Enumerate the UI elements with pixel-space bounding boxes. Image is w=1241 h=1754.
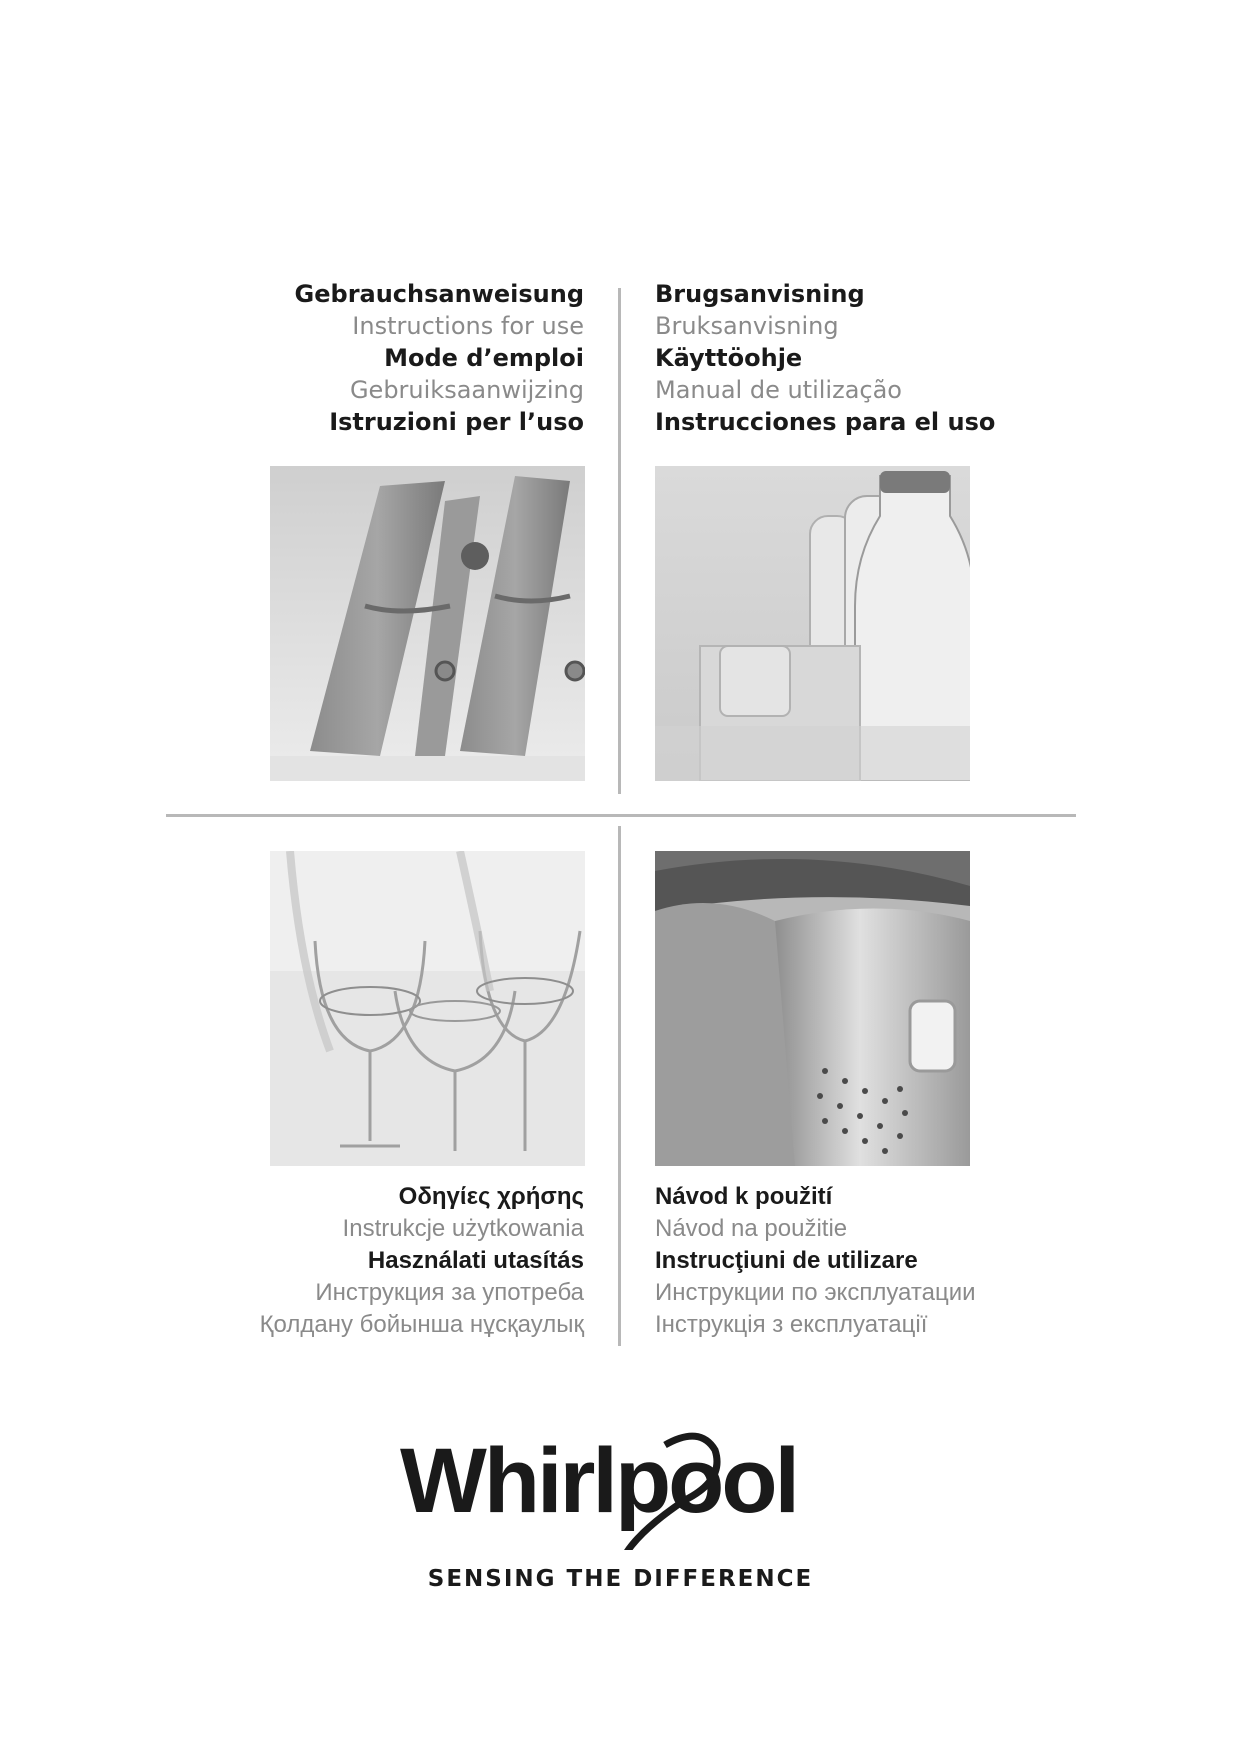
whirlpool-logo (400, 1420, 841, 1550)
logo-wordmark: Whirlpool (400, 1430, 798, 1532)
language-title: Návod k použití (655, 1183, 833, 1210)
language-title: Instrucciones para el uso (655, 408, 996, 436)
wine-glasses-photo (270, 851, 585, 1166)
language-title: Instructions for use (352, 312, 584, 340)
vertical-divider-top (618, 288, 621, 794)
language-title: Instrucţiuni de utilizare (655, 1247, 918, 1274)
language-title: Bruksanvisning (655, 312, 839, 340)
horizontal-divider (166, 814, 1076, 817)
language-title: Инструкция за употреба (315, 1279, 584, 1306)
language-title: Käyttöohje (655, 344, 803, 372)
language-title: Инструкции по эксплуатации (655, 1279, 976, 1306)
glass-bottles-photo (655, 466, 970, 781)
language-list-bottom-left (260, 1181, 584, 1341)
language-list-bottom-right (655, 1181, 976, 1341)
language-title: Istruzioni per l’uso (329, 408, 584, 436)
language-list-top-right (655, 278, 995, 438)
language-title: Інструкція з експлуатації (655, 1311, 928, 1338)
language-title: Návod na použitie (655, 1215, 848, 1242)
language-list-top-left (295, 278, 584, 438)
language-title: Brugsanvisning (655, 280, 865, 308)
language-title: Manual de utilização (655, 376, 902, 404)
language-title: Қолдану бойынша нұсқаулық (259, 1311, 584, 1338)
language-title: Gebruiksaanwijzing (349, 376, 584, 404)
language-title: Mode d’emploi (384, 344, 584, 372)
language-title: Instrukcje użytkowania (342, 1215, 584, 1242)
language-title: Gebrauchsanweisung (294, 280, 584, 308)
language-title: Használati utasítás (367, 1247, 584, 1274)
brand-tagline: SENSING THE DIFFERENCE (427, 1566, 814, 1592)
steel-colander-photo (655, 851, 970, 1166)
language-title: Οδηγίες χρήσης (398, 1183, 584, 1210)
clothespins-photo (270, 466, 585, 781)
vertical-divider-bottom (618, 826, 621, 1346)
